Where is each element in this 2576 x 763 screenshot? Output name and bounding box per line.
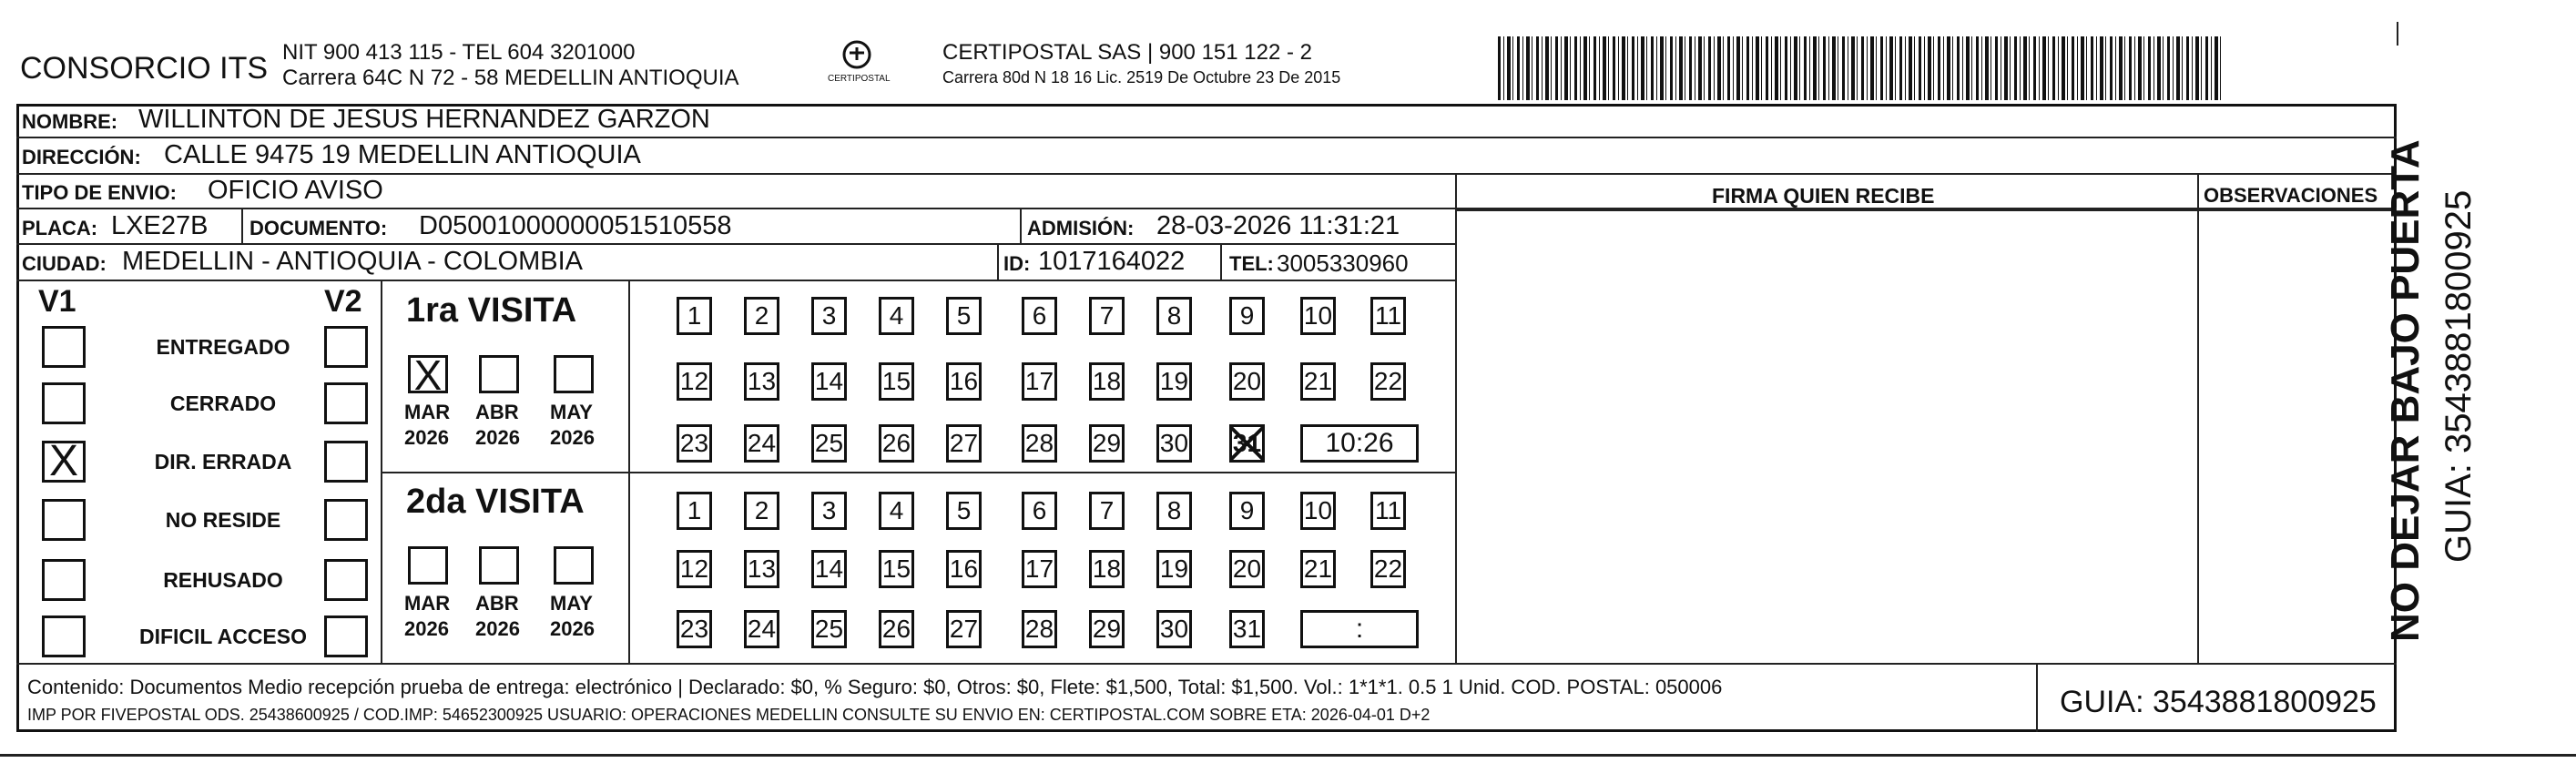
divider xyxy=(241,208,243,244)
day-box[interactable]: 10 xyxy=(1300,297,1336,335)
observaciones-header: OBSERVACIONES xyxy=(2204,184,2378,207)
day-box[interactable]: 26 xyxy=(879,424,914,463)
admision-label: ADMISIÓN: xyxy=(1027,217,1135,239)
nombre-label: NOMBRE: xyxy=(22,110,118,133)
day-box[interactable]: 14 xyxy=(811,362,847,401)
time-field[interactable]: : xyxy=(1300,610,1419,648)
day-box[interactable]: 16 xyxy=(946,550,982,588)
visit2-title: 2da VISITA xyxy=(406,483,585,521)
day-box[interactable]: 16 xyxy=(946,362,982,401)
status-v2-checkbox[interactable] xyxy=(324,615,368,657)
day-box[interactable]: 12 xyxy=(677,550,712,588)
day-box[interactable]: 5 xyxy=(946,492,982,530)
divider xyxy=(1455,173,1457,663)
courier-address: Carrera 80d N 18 16 Lic. 2519 De Octubre 23 De 2015 xyxy=(942,68,1341,86)
month-year: 2026 xyxy=(475,617,520,640)
day-box[interactable]: 8 xyxy=(1156,492,1192,530)
day-box[interactable]: 18 xyxy=(1089,362,1125,401)
status-label: CERRADO xyxy=(169,392,277,415)
divider xyxy=(2197,173,2199,663)
visit1-title: 1ra VISITA xyxy=(406,291,577,330)
day-box[interactable]: 1 xyxy=(677,492,712,530)
day-box[interactable]: 20 xyxy=(1229,550,1265,588)
day-box[interactable]: 5 xyxy=(946,297,982,335)
side-warning: NO DEJAR BAJO PUERTA xyxy=(2383,139,2428,642)
day-box[interactable]: 12 xyxy=(677,362,712,401)
day-box[interactable]: 21 xyxy=(1300,550,1336,588)
company-name: CONSORCIO ITS xyxy=(20,51,269,86)
status-label: NO RESIDE xyxy=(165,508,281,532)
day-box[interactable]: 18 xyxy=(1089,550,1125,588)
day-box[interactable]: 3 xyxy=(811,492,847,530)
month-year: 2026 xyxy=(550,426,595,449)
month-checkbox[interactable] xyxy=(479,355,519,393)
day-box[interactable]: 22 xyxy=(1370,362,1406,401)
side-guia: GUIA: 3543881800925 xyxy=(2439,189,2479,563)
month-year: 2026 xyxy=(404,617,449,640)
day-box[interactable]: 11 xyxy=(1370,297,1406,335)
day-box[interactable]: 11 xyxy=(1370,492,1406,530)
footer-guia: GUIA: 3543881800925 xyxy=(2060,685,2377,719)
certipostal-logo xyxy=(824,36,890,91)
page-bottom-edge xyxy=(0,754,2576,757)
month-label: MAR xyxy=(404,592,451,615)
month-checkbox[interactable] xyxy=(479,546,519,585)
day-box[interactable]: 7 xyxy=(1089,297,1125,335)
logo-text: CERTIPOSTAL xyxy=(828,74,891,84)
day-box[interactable]: 2 xyxy=(744,297,779,335)
day-box[interactable]: 26 xyxy=(879,610,914,648)
status-label: DIR. ERRADA xyxy=(154,450,292,473)
status-label: REHUSADO xyxy=(163,568,283,592)
day-box[interactable]: 13 xyxy=(744,550,779,588)
month-label: MAR xyxy=(404,401,451,423)
day-box[interactable]: 25 xyxy=(811,610,847,648)
status-v1-checkbox[interactable] xyxy=(42,615,86,657)
v2-header: V2 xyxy=(324,284,362,319)
day-box[interactable]: 4 xyxy=(879,297,914,335)
day-box[interactable]: 23 xyxy=(677,610,712,648)
month-label: ABR xyxy=(475,592,519,615)
month-label: MAY xyxy=(550,401,593,423)
day-box[interactable]: 6 xyxy=(1022,297,1057,335)
day-box[interactable]: 23 xyxy=(677,424,712,463)
edge-mark xyxy=(2397,22,2398,46)
divider xyxy=(16,280,1455,281)
status-v2-checkbox[interactable] xyxy=(324,499,368,541)
placa-value: LXE27B xyxy=(111,211,209,240)
divider xyxy=(1455,209,2397,211)
tipo-envio-value: OFICIO AVISO xyxy=(208,176,383,205)
day-box[interactable]: 20 xyxy=(1229,362,1265,401)
day-box[interactable]: 9 xyxy=(1229,492,1265,530)
day-box[interactable]: 9 xyxy=(1229,297,1265,335)
firma-header: FIRMA QUIEN RECIBE xyxy=(1712,184,1935,208)
placa-label: PLACA: xyxy=(22,217,98,239)
day-box[interactable]: 29 xyxy=(1089,610,1125,648)
direccion-value: CALLE 9475 19 MEDELLIN ANTIOQUIA xyxy=(164,140,641,169)
day-box[interactable]: 27 xyxy=(946,610,982,648)
status-label: DIFICIL ACCESO xyxy=(138,625,307,648)
day-box[interactable]: 19 xyxy=(1156,550,1192,588)
day-box[interactable]: 1 xyxy=(677,297,712,335)
month-checkbox[interactable] xyxy=(408,546,448,585)
divider xyxy=(997,243,999,280)
tel-value: 3005330960 xyxy=(1277,249,1409,277)
day-box[interactable]: 29 xyxy=(1089,424,1125,463)
day-box[interactable]: 3 xyxy=(811,297,847,335)
documento-value: D05001000000051510558 xyxy=(419,211,732,240)
ciudad-label: CIUDAD: xyxy=(22,252,107,275)
day-box[interactable]: 28 xyxy=(1022,610,1057,648)
direccion-label: DIRECCIÓN: xyxy=(22,146,141,168)
barcode xyxy=(1498,36,2222,100)
tipo-envio-label: TIPO DE ENVIO: xyxy=(22,181,177,204)
month-year: 2026 xyxy=(550,617,595,640)
status-v2-checkbox[interactable] xyxy=(324,441,368,483)
status-v1-checkbox[interactable] xyxy=(42,559,86,601)
nombre-value: WILLINTON DE JESUS HERNANDEZ GARZON xyxy=(138,105,710,134)
ciudad-value: MEDELLIN - ANTIOQUIA - COLOMBIA xyxy=(122,247,583,276)
month-label: MAY xyxy=(550,592,593,615)
month-label: ABR xyxy=(475,401,519,423)
day-box[interactable]: 28 xyxy=(1022,424,1057,463)
status-v1-checkbox[interactable]: X xyxy=(42,441,86,483)
company-nit: NIT 900 413 115 - TEL 604 3201000 xyxy=(282,40,636,65)
time-field[interactable]: 10:26 xyxy=(1300,424,1419,463)
divider xyxy=(16,243,1455,245)
month-checkbox[interactable] xyxy=(554,546,594,585)
status-v1-checkbox[interactable] xyxy=(42,382,86,424)
day-box[interactable]: 31 xyxy=(1229,610,1265,648)
day-box[interactable]: 15 xyxy=(879,362,914,401)
month-checkbox[interactable]: X xyxy=(408,355,448,393)
tel-label: TEL: xyxy=(1229,252,1274,275)
status-v2-checkbox[interactable] xyxy=(324,382,368,424)
divider xyxy=(2036,663,2038,732)
month-year: 2026 xyxy=(404,426,449,449)
day-box[interactable]: 30 xyxy=(1156,610,1192,648)
status-label: ENTREGADO xyxy=(156,335,290,359)
day-box[interactable]: 27 xyxy=(946,424,982,463)
day-box[interactable]: 15 xyxy=(879,550,914,588)
admision-value: 28-03-2026 11:31:21 xyxy=(1156,211,1400,240)
month-year: 2026 xyxy=(475,426,520,449)
divider xyxy=(16,663,2397,665)
divider xyxy=(16,137,2397,138)
day-box[interactable]: 19 xyxy=(1156,362,1192,401)
day-box[interactable]: 17 xyxy=(1022,550,1057,588)
status-v1-checkbox[interactable] xyxy=(42,326,86,368)
status-v1-checkbox[interactable] xyxy=(42,499,86,541)
courier-name: CERTIPOSTAL SAS | 900 151 122 - 2 xyxy=(942,40,1312,65)
day-box[interactable]: 25 xyxy=(811,424,847,463)
day-box[interactable]: 24 xyxy=(744,610,779,648)
day-box[interactable]: 13 xyxy=(744,362,779,401)
day-box[interactable]: 10 xyxy=(1300,492,1336,530)
status-v2-checkbox[interactable] xyxy=(324,326,368,368)
id-value: 1017164022 xyxy=(1038,247,1186,276)
day-box[interactable]: 2 xyxy=(744,492,779,530)
day-box[interactable]: 17 xyxy=(1022,362,1057,401)
day-box[interactable]: 14 xyxy=(811,550,847,588)
day-box[interactable]: 31 xyxy=(1229,424,1265,463)
divider xyxy=(1020,208,1022,244)
day-box[interactable]: 22 xyxy=(1370,550,1406,588)
divider xyxy=(1220,243,1222,280)
day-box[interactable]: 4 xyxy=(879,492,914,530)
divider xyxy=(381,472,1455,473)
day-box[interactable]: 7 xyxy=(1089,492,1125,530)
month-checkbox[interactable] xyxy=(554,355,594,393)
id-label: ID: xyxy=(1003,252,1031,275)
company-address: Carrera 64C N 72 - 58 MEDELLIN ANTIOQUIA xyxy=(282,66,739,90)
day-box[interactable]: 24 xyxy=(744,424,779,463)
footer-contents: Contenido: Documentos Medio recepción prueba de entrega: electrónico | Declarado: $0, % Seguro: $0, Otros: $0, Flete: $1,500, Total: $1,500. Vol.: 1*1*1. 0.5 1 Unid. COD. POSTAL: 050006 xyxy=(27,676,1723,698)
day-box[interactable]: 8 xyxy=(1156,297,1192,335)
footer-imp: IMP POR FIVEPOSTAL ODS. 25438600925 / COD.IMP: 54652300925 USUARIO: OPERACIONES MEDELLIN CONSULTE SU ENVIO EN: CERTIPOSTAL.COM SOBRE ETA: 2026-04-01 D+2 xyxy=(27,706,1431,724)
day-box[interactable]: 6 xyxy=(1022,492,1057,530)
status-v2-checkbox[interactable] xyxy=(324,559,368,601)
divider xyxy=(16,173,2397,175)
day-box[interactable]: 21 xyxy=(1300,362,1336,401)
day-box[interactable]: 30 xyxy=(1156,424,1192,463)
v1-header: V1 xyxy=(38,284,76,319)
documento-label: DOCUMENTO: xyxy=(249,217,388,239)
